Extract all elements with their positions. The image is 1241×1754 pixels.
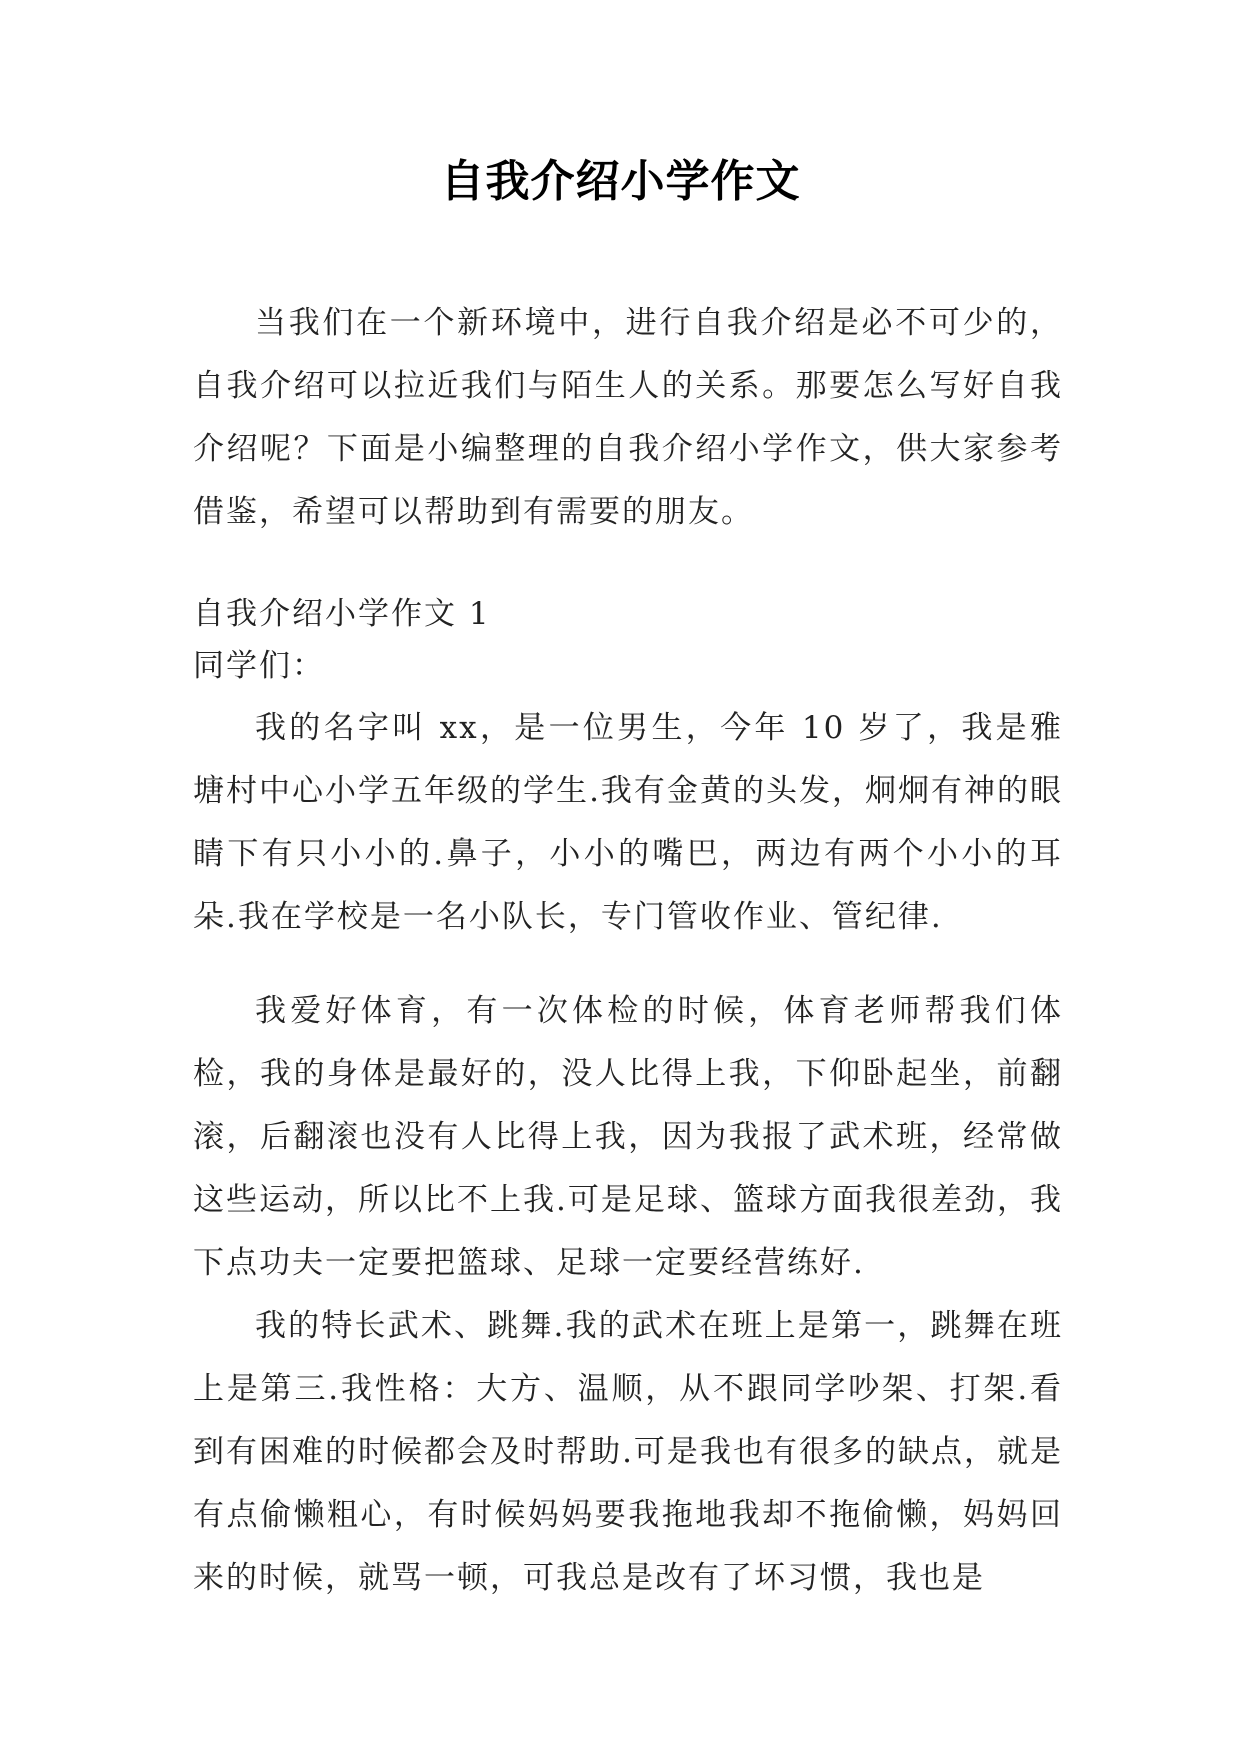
intro-section [193,292,1063,544]
body-paragraph: 我的名字叫 xx，是一位男生，今年 10 岁了，我是雅塘村中心小学五年级的学生.我有金黄的头发，炯炯有神的眼睛下有只小小的.鼻子，小小的嘴巴，两边有两个小小的耳朵.我在学校是一名小队长，专门管收作业、管纪律. [193,710,1063,935]
intro-paragraph: 当我们在一个新环境中，进行自我介绍是必不可少的，自我介绍可以拉近我们与陌生人的关系。那要怎么写好自我介绍呢？下面是小编整理的自我介绍小学作文，供大家参考借鉴，希望可以帮助到有需要的朋友。 [193,305,1063,530]
salutation-block [193,640,1063,692]
body-paragraph: 我的特长武术、跳舞.我的武术在班上是第一，跳舞在班上是第三.我性格：大方、温顺，从不跟同学吵架、打架.看到有困难的时候都会及时帮助.可是我也有很多的缺点，就是有点偷懒粗心，有时候妈妈要我拖地我却不拖偷懒，妈妈回来的时候，就骂一顿，可我总是改有了坏习惯，我也是 [193,1308,1063,1596]
body-paragraph: 我爱好体育，有一次体检的时候，体育老师帮我们体检，我的身体是最好的，没人比得上我，下仰卧起坐，前翻滚，后翻滚也没有人比得上我，因为我报了武术班，经常做这些运动，所以比不上我.可是足球、篮球方面我很差劲，我下点功夫一定要把篮球、足球一定要经营练好. [193,993,1063,1281]
page-title: 自我介绍小学作文 [440,156,801,207]
paragraph-block-1 [193,697,1063,949]
section-heading-block [193,588,1063,640]
section-heading: 自我介绍小学作文 1 [193,596,491,632]
salutation: 同学们： [193,648,325,684]
paragraph-block-2 [193,980,1063,1295]
paragraph-block-3 [193,1295,1063,1610]
